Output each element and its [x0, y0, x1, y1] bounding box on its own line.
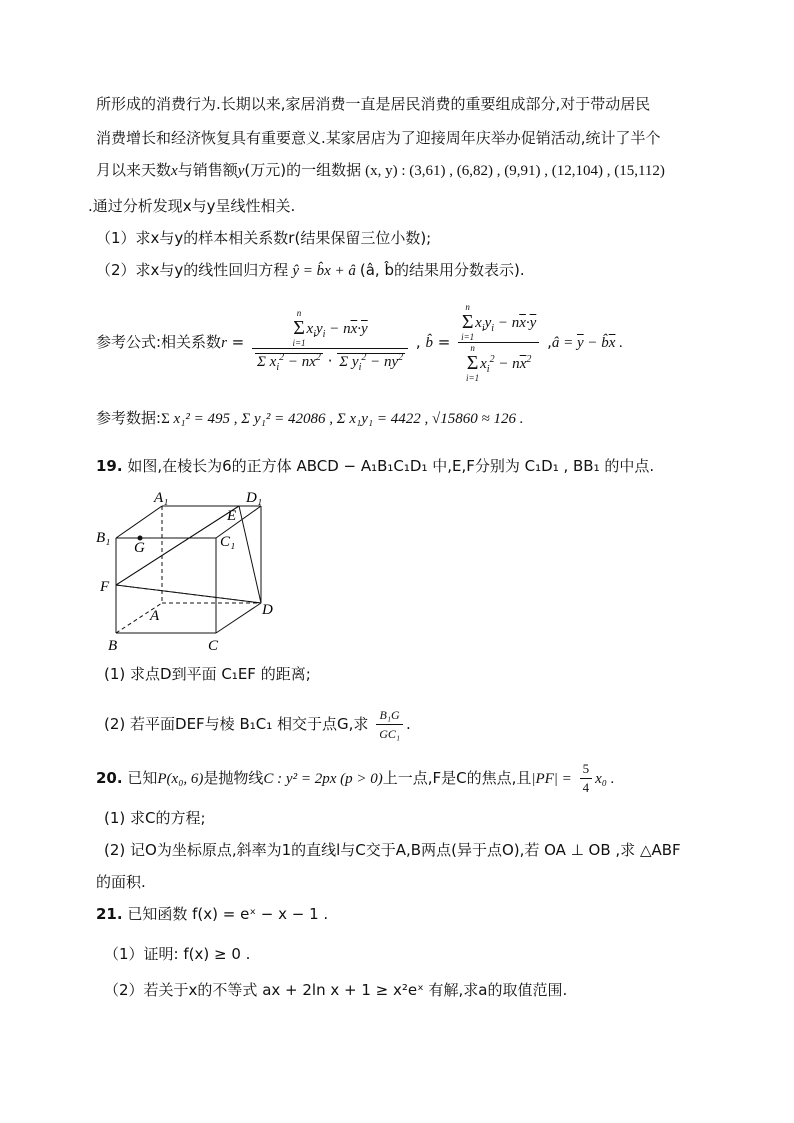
- data-pairs: (x, y) : (3,61) , (6,82) , (9,91) , (12,104) , (15,112): [365, 163, 665, 179]
- q18-formula: 参考公式:相关系数r = n Σ i=1 $x_iy_i - n\overline{x}\cdot\overline{y}$ Σ $x_i^2 - n\overline{x}^2 \cdot \Sigma$ $y_i^2 - n\overline{y}^2$ , b̂ = n Σ i=1 $x_iy_i - n\overline{x}\cdot\overline{y}$ n Σ i=1 $x_i^2 - n\overline{x}^2$ ,â = $\overline{y}$ − $b̂\overline{x}$ .: [96, 302, 623, 383]
- q20-part-1: (1) 求C的方程;: [104, 809, 206, 827]
- q19-part-1: (1) 求点D到平面 C₁EF 的距离;: [104, 665, 311, 683]
- intro-line-4: .通过分析发现x与y呈线性相关.: [88, 197, 296, 215]
- cube-figure: [96, 488, 286, 658]
- q18-part-2: （2）求x与y的线性回归方程 ŷ = b̂x + â (â, b̂的结果用分数表示).: [96, 261, 525, 279]
- label-A: A: [150, 608, 160, 624]
- label-C: C: [208, 638, 219, 654]
- slope-fraction: n Σ i=1 $x_iy_i - n\overline{x}\cdot\overline{y}$ n Σ i=1 $x_i^2 - n\overline{x}^2$: [458, 302, 539, 383]
- label-A1: A₁: [154, 490, 169, 506]
- q20-stem: 20. 已知P(x₀, 6)是抛物线C : y² = 2px (p > 0)上一点,F是C的焦点,且|PF| = $\frac{5}{4}$ x₀ .: [96, 761, 615, 795]
- label-B1: B₁: [96, 530, 111, 546]
- q19-part-2: (2) 若平面DEF与棱 B₁C₁ 相交于点G,求 $\frac{\text{B₁G}}{\text{GC₁}}$ .: [104, 708, 411, 741]
- q19-stem: 19. 如图,在棱长为6的正方体 ABCD − A₁B₁C₁D₁ 中,E,F分别为 C₁D₁ , BB₁ 的中点.: [96, 457, 655, 475]
- q20-part-2-cont: 的面积.: [96, 873, 146, 891]
- q18-reference-data: 参考数据:Σ x₁² = 495 , Σ y₁² = 42086 , Σ x₁y₁ = 4422 , √15860 ≈ 126 .: [96, 409, 524, 427]
- q20-part-2: (2) 记O为坐标原点,斜率为1的直线l与C交于A,B两点(异于点O),若 OA ⊥ OB ,求 △ABF: [104, 841, 681, 859]
- q21-part-2: （2）若关于x的不等式 ax + 2ln x + 1 ≥ x²eˣ 有解,求a的取值范围.: [104, 981, 568, 999]
- label-D1: D₁: [246, 490, 263, 506]
- q21-part-1: （1）证明: f(x) ≥ 0 .: [104, 945, 251, 963]
- intro-line-1: 所形成的消费行为.长期以来,家居消费一直是居民消费的重要组成部分,对于带动居民: [96, 95, 651, 113]
- intro-line-2: 消费增长和经济恢复具有重要意义.某家居店为了迎接周年庆举办促销活动,统计了半个: [96, 129, 661, 147]
- label-E: E: [227, 508, 237, 524]
- correlation-fraction: n Σ i=1 $x_iy_i - n\overline{x}\cdot\overline{y}$ Σ $x_i^2 - n\overline{x}^2 \cdot \Sigma$ $y_i^2 - n\overline{y}^2$: [252, 308, 408, 377]
- label-G: G: [134, 540, 145, 556]
- label-F: F: [100, 579, 110, 595]
- label-C1: C₁: [220, 534, 236, 550]
- intro-line-3: 月以来天数x与销售额y(万元)的一组数据 (x, y) : (3,61) , (6,82) , (9,91) , (12,104) , (15,112): [96, 161, 665, 179]
- q18-part-1: （1）求x与y的样本相关系数r(结果保留三位小数);: [96, 229, 432, 247]
- label-B: B: [108, 638, 118, 654]
- label-D: D: [262, 602, 273, 618]
- q21-stem: 21. 已知函数 f(x) = eˣ − x − 1 .: [96, 905, 329, 923]
